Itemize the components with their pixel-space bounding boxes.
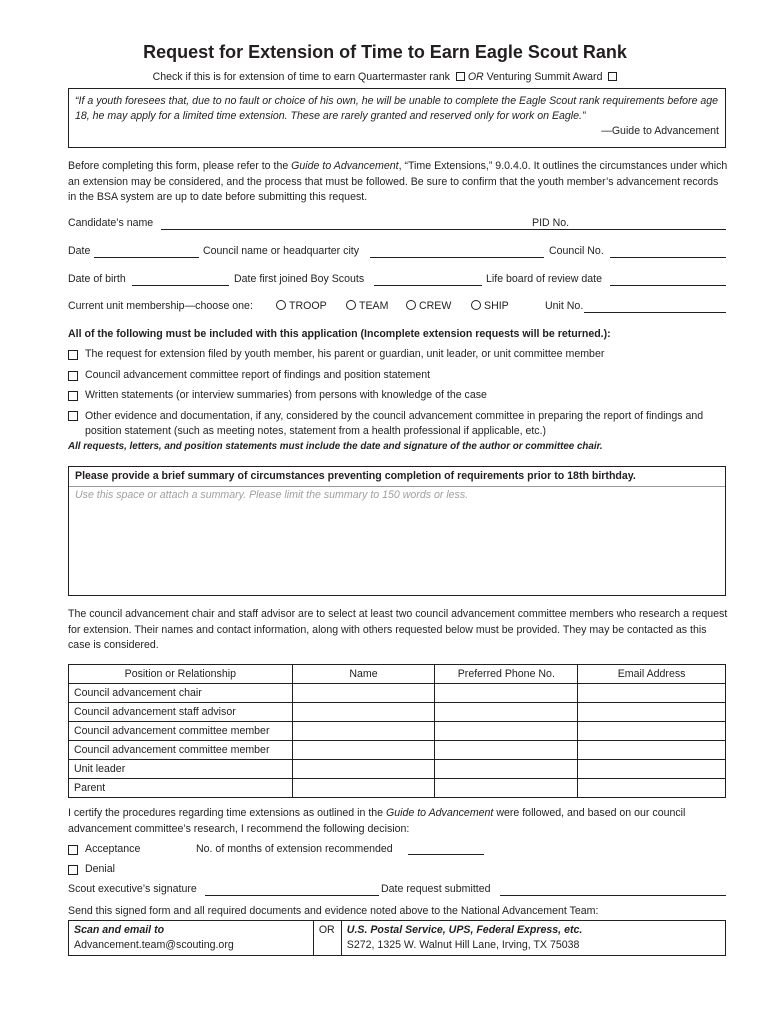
email-option <box>69 921 314 956</box>
date-submitted-label: Date request submitted <box>381 883 491 895</box>
subtitle-or: OR <box>467 71 484 83</box>
phone-cell[interactable] <box>435 722 578 741</box>
table-row <box>69 684 726 703</box>
requirement-item: Written statements (or interview summaries) from persons with knowledge of the case <box>85 389 487 401</box>
unit-no-field[interactable] <box>584 300 726 313</box>
dob-label: Date of birth <box>68 273 126 285</box>
certify-guide-title: Guide to Advancement <box>386 807 494 819</box>
requirements-note: All requests, letters, and position statements must include the date and signature of the author or committee chair. <box>68 441 603 452</box>
position-cell: Council advancement chair <box>69 684 293 703</box>
email-cell[interactable] <box>578 722 726 741</box>
col-name: Name <box>292 665 435 684</box>
position-cell: Council advancement committee member <box>69 722 293 741</box>
position-cell: Parent <box>69 779 293 798</box>
name-cell[interactable] <box>292 722 435 741</box>
signature-field[interactable] <box>205 883 379 896</box>
position-cell: Council advancement committee member <box>69 741 293 760</box>
crew-option[interactable] <box>406 300 451 312</box>
award-type-line <box>0 71 770 83</box>
life-board-label: Life board of review date <box>486 273 603 285</box>
crew-radio[interactable] <box>406 300 416 310</box>
mail-address: S272, 1325 W. Walnut Hill Lane, Irving, TX 75038 <box>346 939 580 951</box>
team-label: TEAM <box>359 300 389 312</box>
council-no-field[interactable] <box>610 245 726 258</box>
name-cell[interactable] <box>292 760 435 779</box>
col-phone: Preferred Phone No. <box>435 665 578 684</box>
acceptance-label: Acceptance <box>85 843 141 855</box>
requirement-checkbox-3[interactable] <box>68 391 78 401</box>
send-options-table <box>68 920 726 956</box>
or-divider: OR <box>313 921 341 956</box>
ship-radio[interactable] <box>471 300 481 310</box>
candidate-name-label: Candidate’s name <box>68 217 154 229</box>
name-cell[interactable] <box>292 684 435 703</box>
denial-label: Denial <box>85 863 116 875</box>
troop-label: TROOP <box>289 300 327 312</box>
email-cell[interactable] <box>578 684 726 703</box>
table-row <box>69 722 726 741</box>
troop-option[interactable] <box>276 300 327 312</box>
certify-text-a: I certify the procedures regarding time extensions as outlined in the <box>68 807 386 819</box>
mail-option <box>341 921 725 956</box>
unit-membership-label: Current unit membership—choose one: <box>68 300 253 312</box>
requirement-item: Council advancement committee report of findings and position statement <box>85 369 431 381</box>
venturing-summit-checkbox[interactable] <box>608 72 617 81</box>
requirement-checkbox-1[interactable] <box>68 350 78 360</box>
email-cell[interactable] <box>578 779 726 798</box>
committee-table <box>68 664 726 798</box>
requirement-checkbox-4[interactable] <box>68 411 78 421</box>
date-joined-label: Date first joined Boy Scouts <box>234 273 365 285</box>
summary-box <box>68 466 726 596</box>
email-cell[interactable] <box>578 741 726 760</box>
send-intro: Send this signed form and all required documents and evidence noted above to the National Advancement Team: <box>68 905 599 917</box>
council-no-label: Council No. <box>549 245 604 257</box>
intro-guide-title: Guide to Advancement <box>291 160 399 172</box>
subtitle-text: Check if this is for extension of time to earn Quartermaster rank <box>152 71 450 83</box>
position-cell: Unit leader <box>69 760 293 779</box>
life-board-field[interactable] <box>610 273 726 286</box>
col-email: Email Address <box>578 665 726 684</box>
ship-label: SHIP <box>484 300 509 312</box>
months-field[interactable] <box>408 842 484 855</box>
summary-textarea[interactable]: Use this space or attach a summary. Please limit the summary to 150 words or less. <box>75 489 469 501</box>
phone-cell[interactable] <box>435 741 578 760</box>
signature-label: Scout executive’s signature <box>68 883 197 895</box>
guide-quote-box <box>68 88 726 148</box>
intro-text-b: , “Time Extensions,” 9.0.4.0. It outlines the circumstances under which an extension may be considered, and the process that must be followed. Be sure to confirm that the youth member’s advancement records in the BSA system are up to date before submitting this request. <box>68 160 728 203</box>
name-cell[interactable] <box>292 703 435 722</box>
table-row <box>69 760 726 779</box>
requirement-item: The request for extension filed by youth member, his parent or guardian, unit leader, or unit committee member <box>85 348 605 360</box>
council-name-field[interactable] <box>370 245 544 258</box>
candidate-name-field[interactable] <box>161 217 595 230</box>
signature-row <box>68 883 726 899</box>
acceptance-checkbox[interactable] <box>68 845 78 855</box>
troop-radio[interactable] <box>276 300 286 310</box>
table-row <box>69 741 726 760</box>
unit-row <box>68 300 726 316</box>
denial-checkbox[interactable] <box>68 865 78 875</box>
quartermaster-checkbox[interactable] <box>456 72 465 81</box>
date-row <box>68 245 726 261</box>
table-row <box>69 779 726 798</box>
months-label: No. of months of extension recommended <box>196 843 393 855</box>
name-cell[interactable] <box>292 741 435 760</box>
requirements-heading: All of the following must be included with this application (Incomplete extension requests will be returned.): <box>68 328 611 340</box>
requirement-checkbox-2[interactable] <box>68 371 78 381</box>
name-cell[interactable] <box>292 779 435 798</box>
candidate-row <box>68 217 726 233</box>
date-label: Date <box>68 245 91 257</box>
team-radio[interactable] <box>346 300 356 310</box>
dob-row <box>68 273 726 289</box>
position-cell: Council advancement staff advisor <box>69 703 293 722</box>
intro-paragraph <box>68 159 728 206</box>
email-cell[interactable] <box>578 703 726 722</box>
form-title: Request for Extension of Time to Earn Eagle Scout Rank <box>143 42 627 62</box>
quote-attribution: —Guide to Advancement <box>601 125 719 137</box>
pid-label: PID No. <box>532 217 570 229</box>
council-note: The council advancement chair and staff advisor are to select at least two council advancement committee members who research a request for extension. Their names and contact information, along with others requested below must be provided. They may be contacted as this case is considered. <box>68 608 728 651</box>
intro-text-a: Before completing this form, please refer to the <box>68 160 292 172</box>
col-position: Position or Relationship <box>69 665 293 684</box>
phone-cell[interactable] <box>435 684 578 703</box>
phone-cell[interactable] <box>435 703 578 722</box>
table-row <box>69 703 726 722</box>
phone-cell[interactable] <box>435 779 578 798</box>
table-header-row <box>69 665 726 684</box>
unit-no-label: Unit No. <box>545 300 584 312</box>
certify-paragraph <box>68 806 728 837</box>
certify-text-b: were followed, and based on our council advancement committee’s research, I recommend the following decision: <box>68 807 686 835</box>
summary-heading: Please provide a brief summary of circumstances preventing completion of requirements prior to 18th birthday. <box>69 467 725 487</box>
email-heading: Scan and email to <box>74 924 165 936</box>
council-name-label: Council name or headquarter city <box>203 245 360 257</box>
email-cell[interactable] <box>578 760 726 779</box>
email-address-link[interactable]: Advancement.team@scouting.org <box>74 939 234 951</box>
ship-option[interactable] <box>471 300 509 312</box>
phone-cell[interactable] <box>435 760 578 779</box>
date-field[interactable] <box>94 245 199 258</box>
date-submitted-field[interactable] <box>500 883 726 896</box>
team-option[interactable] <box>346 300 388 312</box>
requirement-item: Other evidence and documentation, if any, considered by the council advancement committee in preparing the report of findings and position statement (such as meeting notes, statement from a health professional if applicable, etc.) <box>85 410 704 437</box>
dob-field[interactable] <box>132 273 229 286</box>
mail-heading: U.S. Postal Service, UPS, Federal Express, etc. <box>346 924 583 936</box>
crew-label: CREW <box>419 300 452 312</box>
date-joined-field[interactable] <box>374 273 482 286</box>
pid-field[interactable] <box>571 217 726 230</box>
subtitle-award: Venturing Summit Award <box>486 71 603 83</box>
guide-quote: “If a youth foresees that, due to no fault or choice of his own, he will be unable to complete the Eagle Scout rank requirements before age 18, he may apply for a limited time extension. These are rarely granted and reserved only for work on Eagle.” <box>75 95 719 122</box>
